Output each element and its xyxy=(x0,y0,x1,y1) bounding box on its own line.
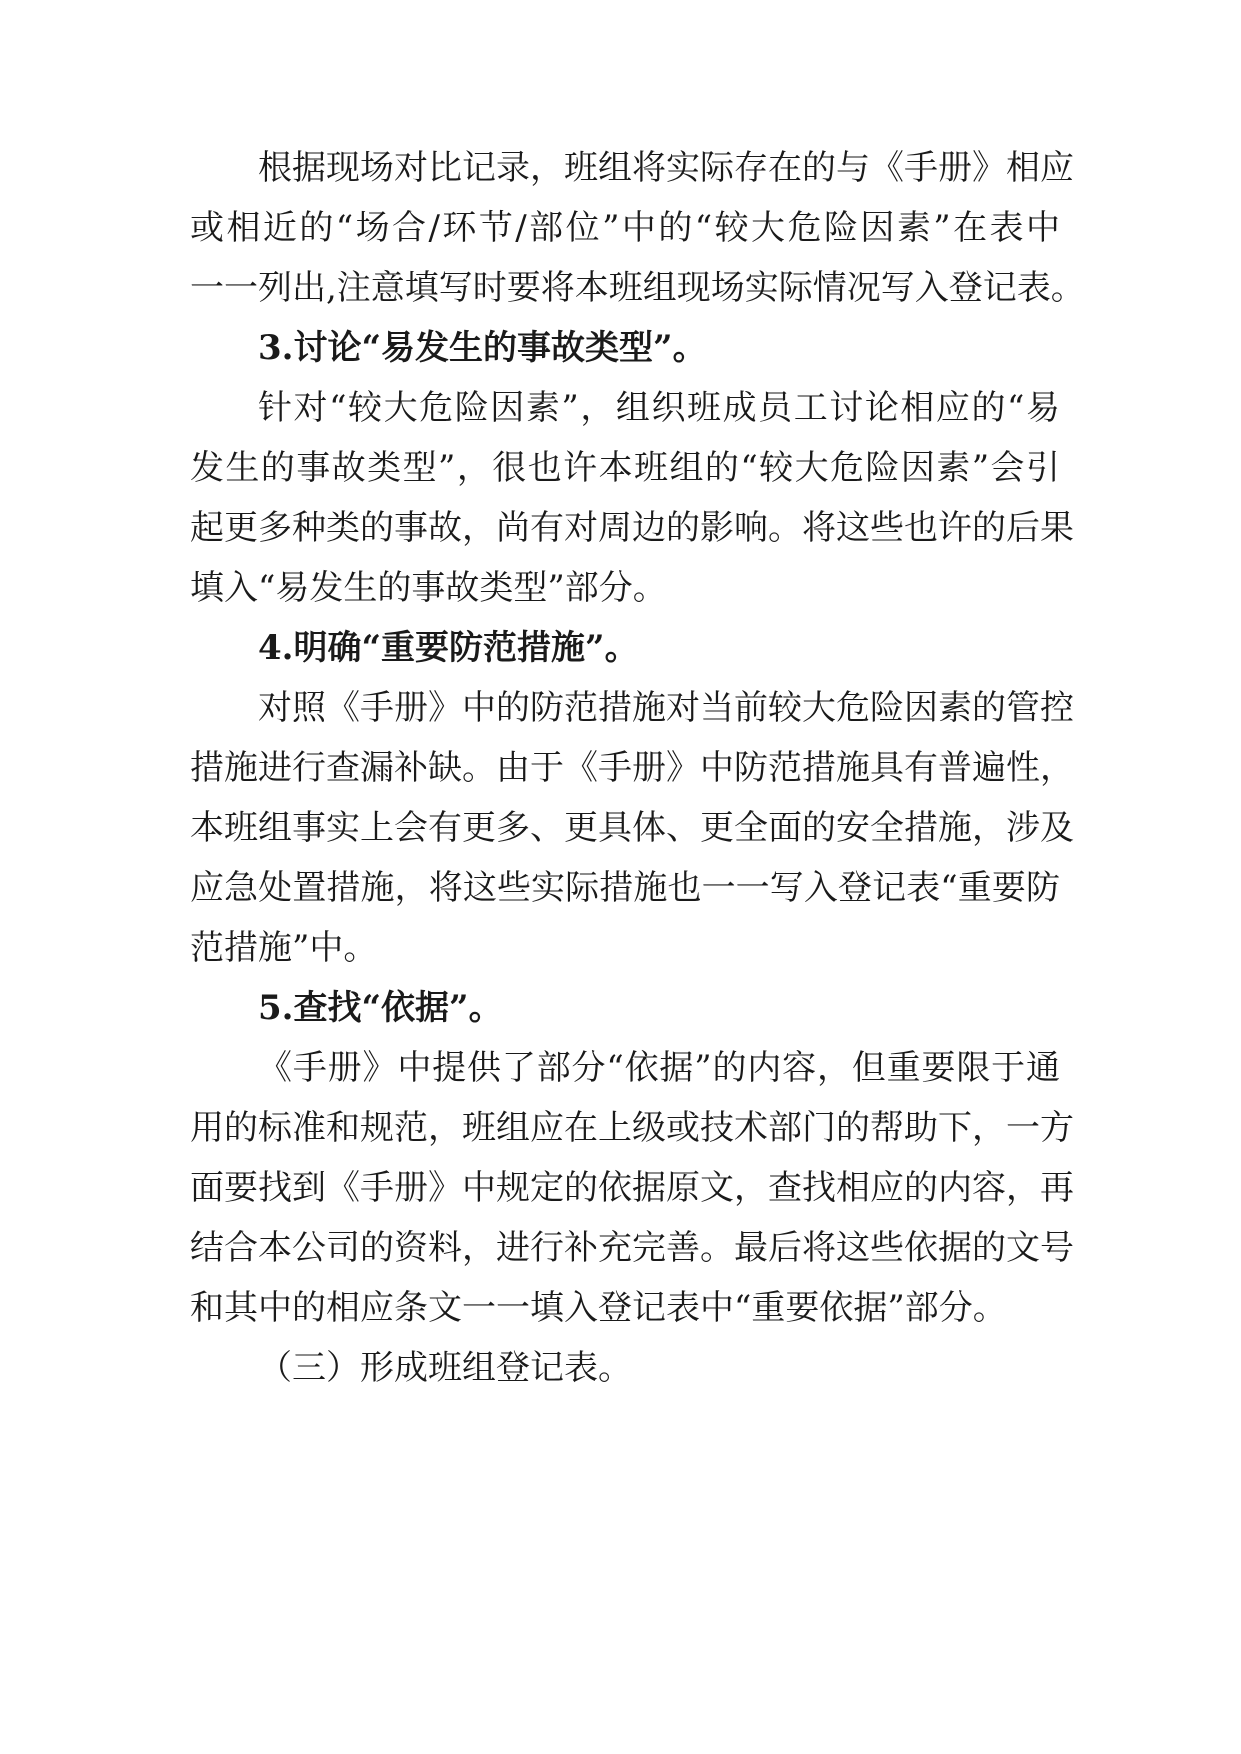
paragraph-line: 面要找到《手册》中规定的依据原文，查找相应的内容，再 xyxy=(190,1168,1074,1208)
paragraph-line: 应急处置措施，将这些实际措施也一一写入登记表“重要防 xyxy=(190,868,1060,908)
paragraph-line: 起更多种类的事故，尚有对周边的影响。将这些也许的后果 xyxy=(190,508,1074,548)
paragraph-line: 或相近的“场合/环节/部位”中的“较大危险因素”在表中 xyxy=(190,208,1060,248)
paragraph-line: 措施进行查漏补缺。由于《手册》中防范措施具有普遍性， xyxy=(190,748,1074,788)
paragraph-line: 一一列出,注意填写时要将本班组现场实际情况写入登记表。 xyxy=(190,268,1085,308)
paragraph-line: 发生的事故类型”，很也许本班组的“较大危险因素”会引 xyxy=(190,448,1060,488)
paragraph-line: 用的标准和规范，班组应在上级或技术部门的帮助下，一方 xyxy=(190,1108,1074,1148)
paragraph-line: 根据现场对比记录，班组将实际存在的与《手册》相应 xyxy=(258,148,1074,188)
paragraph-line: 《手册》中提供了部分“依据”的内容，但重要限于通 xyxy=(258,1048,1060,1088)
paragraph-line: 范措施”中。 xyxy=(190,928,378,968)
paragraph-line: 本班组事实上会有更多、更具体、更全面的安全措施，涉及 xyxy=(190,808,1074,848)
paragraph-line: 和其中的相应条文一一填入登记表中“重要依据”部分。 xyxy=(190,1288,1007,1328)
paragraph-line: 对照《手册》中的防范措施对当前较大危险因素的管控 xyxy=(258,688,1074,728)
subsection-heading: （三）形成班组登记表。 xyxy=(258,1348,632,1388)
section-heading-4: 4.明确“重要防范措施”。 xyxy=(258,628,639,668)
section-heading-5: 5.查找“依据”。 xyxy=(258,988,503,1028)
paragraph-line: 填入“易发生的事故类型”部分。 xyxy=(190,568,667,608)
paragraph-line: 结合本公司的资料，进行补充完善。最后将这些依据的文号 xyxy=(190,1228,1074,1268)
section-heading-3: 3.讨论“易发生的事故类型”。 xyxy=(258,328,707,368)
paragraph-line: 针对“较大危险因素”，组织班成员工讨论相应的“易 xyxy=(258,388,1060,428)
